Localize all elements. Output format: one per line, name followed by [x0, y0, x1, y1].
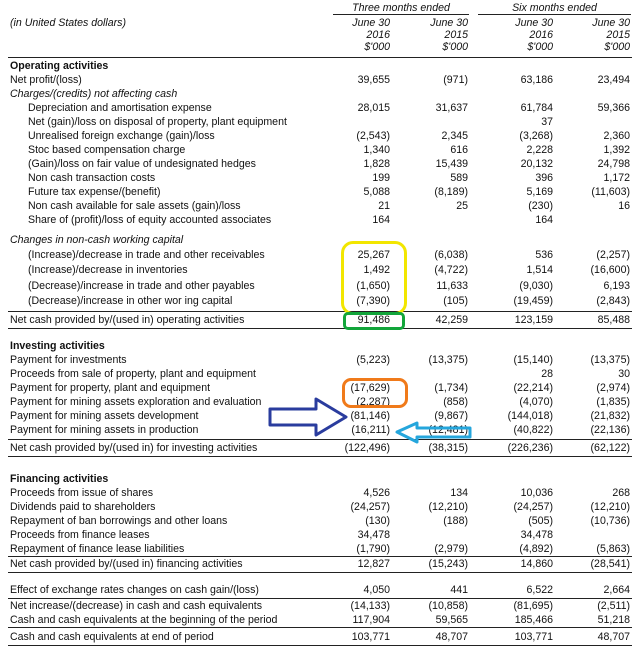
row-value: (11,603) — [591, 186, 630, 198]
row-value: (9,867) — [434, 410, 468, 422]
row-label: Payment for property, plant and equipment — [10, 382, 211, 394]
operating-section-title-label: Operating activities — [10, 60, 109, 72]
header-bottom-rule — [8, 57, 632, 58]
row-value: 441 — [450, 584, 468, 596]
summary-rule-2 — [8, 627, 632, 628]
row-value: 61,784 — [520, 102, 553, 114]
row-value: (21,832) — [590, 410, 630, 422]
row-value: (16,211) — [351, 424, 390, 436]
row-value: 10,036 — [520, 487, 553, 499]
row-value: (28,541) — [590, 558, 630, 570]
row-value: (2,974) — [596, 382, 630, 394]
row-value: 164 — [372, 214, 390, 226]
table-row — [0, 486, 640, 500]
investing-total-bottom-rule — [8, 456, 632, 457]
row-label: Proceeds from sale of property, plant and equipment — [10, 368, 256, 380]
row-value: (4,722) — [434, 264, 468, 276]
row-label: Stoc based compensation charge — [28, 144, 186, 156]
row-value: 1,340 — [363, 144, 390, 156]
table-row — [0, 129, 640, 143]
row-value: (12,481) — [428, 424, 468, 436]
row-value: 268 — [612, 487, 630, 499]
column-header-year: 2015 — [444, 29, 468, 41]
row-value: 63,186 — [520, 74, 553, 86]
column-header-date: June 30 — [352, 17, 390, 29]
row-value: 185,466 — [514, 614, 553, 626]
header-rule-six-months — [478, 14, 631, 15]
table-row — [0, 542, 640, 556]
row-value: (5,863) — [596, 543, 630, 555]
row-value: (2,287) — [356, 396, 390, 408]
column-header-unit: $'000 — [527, 41, 553, 53]
table-row — [0, 199, 640, 213]
table-row — [0, 171, 640, 185]
table-row — [0, 157, 640, 171]
row-value: (858) — [443, 396, 468, 408]
row-value: 34,478 — [357, 529, 390, 541]
column-header-unit: $'000 — [442, 41, 468, 53]
row-value: (15,243) — [428, 558, 468, 570]
row-label: Payment for mining assets exploration and evaluation — [10, 396, 262, 408]
row-value: (1,790) — [356, 543, 390, 555]
summary-rule-3 — [8, 645, 632, 646]
table-row — [0, 630, 640, 644]
row-value: 11,633 — [436, 280, 468, 292]
row-value: (38,315) — [428, 442, 468, 454]
row-value: (1,650) — [356, 280, 390, 292]
row-label: Net cash provided by/(used in) financing activities — [10, 558, 243, 570]
row-value: 21 — [378, 200, 390, 212]
row-value: (6,038) — [434, 249, 468, 261]
row-value: 12,827 — [357, 558, 390, 570]
row-value: (40,822) — [513, 424, 553, 436]
row-label: Non cash available for sale assets (gain)/loss — [28, 200, 241, 212]
row-value: 589 — [450, 172, 468, 184]
row-value: (4,892) — [519, 543, 553, 555]
row-value: (130) — [365, 515, 390, 527]
row-value: 103,771 — [514, 631, 553, 643]
row-value: 616 — [450, 144, 468, 156]
row-value: 15,439 — [435, 158, 468, 170]
row-value: 134 — [450, 487, 468, 499]
row-value: (505) — [528, 515, 553, 527]
navy-arrow-icon — [268, 397, 348, 437]
row-value: (13,375) — [428, 354, 468, 366]
operating-total-row — [0, 313, 640, 327]
row-value: 164 — [535, 214, 553, 226]
header-three-months: Three months ended — [352, 2, 450, 14]
row-value: 25 — [456, 200, 468, 212]
row-value: 59,565 — [435, 614, 468, 626]
row-value: 1,828 — [363, 158, 390, 170]
row-label: Repayment of ban borrowings and other loans — [10, 515, 228, 527]
row-value: 5,088 — [363, 186, 390, 198]
row-value: 48,707 — [597, 631, 630, 643]
column-header-date: June 30 — [430, 17, 468, 29]
row-label: Cash and cash equivalents at the beginning of the period — [10, 614, 278, 626]
row-value: 4,526 — [363, 487, 390, 499]
row-value: (7,390) — [356, 295, 390, 307]
header-six-months: Six months ended — [512, 2, 597, 14]
row-label: Share of (profit)/loss of equity accounted associates — [28, 214, 272, 226]
table-row — [0, 115, 640, 129]
row-value: 1,492 — [363, 264, 390, 276]
table-row — [0, 263, 640, 277]
investing-total-top-rule — [8, 439, 632, 440]
table-row — [0, 514, 640, 528]
row-value: 24,798 — [597, 158, 630, 170]
row-value: 2,228 — [526, 144, 553, 156]
table-row — [0, 599, 640, 613]
row-label: Cash and cash equivalents at end of period — [10, 631, 214, 643]
row-value: (10,736) — [590, 515, 630, 527]
row-label: Payment for investments — [10, 354, 127, 366]
row-label: (Increase)/decrease in trade and other receivables — [28, 249, 265, 261]
column-header — [352, 17, 390, 53]
row-label: Dividends paid to shareholders — [10, 501, 156, 513]
row-value: 2,360 — [603, 130, 630, 142]
row-value: (10,858) — [428, 600, 468, 612]
row-label: Payment for mining assets in production — [10, 424, 199, 436]
table-row — [0, 528, 640, 542]
row-label: (Gain)/loss on fair value of undesignated hedges — [28, 158, 256, 170]
row-value: 117,904 — [352, 614, 390, 626]
table-row — [0, 294, 640, 308]
row-value: 103,771 — [351, 631, 390, 643]
row-value: 28 — [541, 368, 553, 380]
row-value: (22,214) — [513, 382, 553, 394]
row-label: Non cash transaction costs — [28, 172, 156, 184]
row-label: Net profit/(loss) — [10, 74, 82, 86]
row-value: (105) — [443, 295, 468, 307]
table-row — [0, 613, 640, 627]
column-header-year: 2016 — [366, 29, 390, 41]
row-value: 2,345 — [441, 130, 468, 142]
row-value: 199 — [372, 172, 390, 184]
row-label: Future tax expense/(benefit) — [28, 186, 161, 198]
row-value: (1,835) — [596, 396, 630, 408]
table-row — [0, 583, 640, 597]
row-value: 91,486 — [357, 314, 390, 326]
row-value: (24,257) — [513, 501, 553, 513]
row-value: (1,734) — [434, 382, 468, 394]
row-value: 2,664 — [603, 584, 630, 596]
row-value: (9,030) — [519, 280, 553, 292]
row-value: 16 — [618, 200, 630, 212]
row-value: 1,392 — [603, 144, 630, 156]
working-capital-title-label: Changes in non-cash working capital — [10, 234, 184, 246]
column-header — [430, 17, 468, 53]
operating-total-top-rule — [8, 311, 632, 312]
table-row — [0, 500, 640, 514]
row-value: (144,018) — [507, 410, 553, 422]
table-row — [0, 279, 640, 293]
financing-total-bottom-rule — [8, 572, 632, 573]
row-value: (226,236) — [507, 442, 553, 454]
column-header-unit: $'000 — [364, 41, 390, 53]
row-value: (12,210) — [428, 501, 468, 513]
row-value: (17,629) — [350, 382, 390, 394]
row-label: Net cash provided by/(used in) operating activities — [10, 314, 245, 326]
operating-section-title — [0, 59, 640, 73]
row-value: 25,267 — [357, 249, 390, 261]
row-value: (2,543) — [356, 130, 390, 142]
table-row — [0, 353, 640, 367]
row-value: (81,146) — [350, 410, 390, 422]
row-value: (2,511) — [597, 600, 630, 612]
row-value: 51,218 — [597, 614, 630, 626]
row-value: (12,210) — [590, 501, 630, 513]
header-rule-three-months — [333, 14, 469, 15]
financing-total-row — [0, 557, 640, 571]
row-value: (2,843) — [596, 295, 630, 307]
row-label: Repayment of finance lease liabilities — [10, 543, 185, 555]
financing-section-title-label: Financing activities — [10, 473, 109, 485]
column-header-unit: $'000 — [604, 41, 630, 53]
column-header-date: June 30 — [515, 17, 553, 29]
column-header-date: June 30 — [592, 17, 630, 29]
row-value: (24,257) — [350, 501, 390, 513]
row-value: 536 — [535, 249, 553, 261]
row-value: 4,050 — [363, 584, 390, 596]
row-value: (8,189) — [434, 186, 468, 198]
row-label: Net increase/(decrease) in cash and cash equivalents — [10, 600, 263, 612]
row-label: Payment for mining assets development — [10, 410, 199, 422]
row-value: (230) — [528, 200, 553, 212]
row-value: (971) — [443, 74, 468, 86]
row-value: (5,223) — [356, 354, 390, 366]
operating-total-bottom-rule — [8, 328, 632, 329]
row-value: (22,136) — [590, 424, 630, 436]
row-label: Proceeds from issue of shares — [10, 487, 154, 499]
row-label: Net cash provided by/(used in) for investing activities — [10, 442, 258, 454]
row-value: 20,132 — [520, 158, 553, 170]
table-row — [0, 381, 640, 395]
row-value: 34,478 — [520, 529, 553, 541]
row-value: 123,159 — [514, 314, 553, 326]
row-value: 85,488 — [597, 314, 630, 326]
table-row — [0, 248, 640, 262]
row-value: (15,140) — [513, 354, 553, 366]
investing-section-title-label: Investing activities — [10, 340, 105, 352]
row-value: 37 — [541, 116, 553, 128]
table-row — [0, 73, 640, 87]
column-header — [592, 17, 630, 53]
row-label: (Decrease)/increase in trade and other payables — [28, 280, 255, 292]
column-header-year: 2015 — [606, 29, 630, 41]
row-label: (Decrease)/increase in other wor ing capital — [28, 295, 233, 307]
column-header — [515, 17, 553, 53]
row-value: 14,860 — [520, 558, 553, 570]
row-value: 48,707 — [435, 631, 468, 643]
row-value: (4,070) — [519, 396, 553, 408]
cyan-arrow-icon — [395, 422, 475, 452]
row-label: Net (gain)/loss on disposal of property, plant equipment — [28, 116, 287, 128]
row-value: 39,655 — [357, 74, 390, 86]
row-label: (Increase)/decrease in inventories — [28, 264, 188, 276]
table-row — [0, 101, 640, 115]
investing-total-row — [0, 441, 640, 455]
row-value: (19,459) — [513, 295, 553, 307]
table-row — [0, 185, 640, 199]
investing-section-title — [0, 339, 640, 353]
row-value: 30 — [618, 368, 630, 380]
row-value: 42,259 — [435, 314, 468, 326]
row-label: Depreciation and amortisation expense — [28, 102, 212, 114]
row-value: (16,600) — [590, 264, 630, 276]
currency-note: (in United States dollars) — [10, 17, 126, 29]
table-row — [0, 213, 640, 227]
row-label: Proceeds from finance leases — [10, 529, 150, 541]
row-value: 1,172 — [603, 172, 630, 184]
table-row — [0, 143, 640, 157]
row-value: (2,257) — [596, 249, 630, 261]
table-row — [0, 367, 640, 381]
row-value: 23,494 — [597, 74, 630, 86]
table-row — [0, 87, 640, 101]
row-value: 31,637 — [435, 102, 468, 114]
row-value: (14,133) — [350, 600, 390, 612]
row-value: 396 — [535, 172, 553, 184]
row-value: (2,979) — [434, 543, 468, 555]
column-header-year: 2016 — [529, 29, 553, 41]
row-value: 5,169 — [526, 186, 553, 198]
row-label: Effect of exchange rates changes on cash gain/(loss) — [10, 584, 259, 596]
row-value: (13,375) — [590, 354, 630, 366]
row-value: 6,193 — [603, 280, 630, 292]
row-label: Unrealised foreign exchange (gain)/loss — [28, 130, 215, 142]
row-value: (188) — [443, 515, 468, 527]
financing-section-title — [0, 472, 640, 486]
row-label: Charges/(credits) not affecting cash — [10, 88, 178, 100]
working-capital-title — [0, 233, 640, 247]
row-value: (122,496) — [344, 442, 390, 454]
row-value: 1,514 — [526, 264, 553, 276]
row-value: 6,522 — [526, 584, 553, 596]
row-value: (62,122) — [590, 442, 630, 454]
row-value: 28,015 — [357, 102, 390, 114]
row-value: (81,695) — [513, 600, 553, 612]
row-value: 59,366 — [597, 102, 630, 114]
row-value: (3,268) — [519, 130, 553, 142]
